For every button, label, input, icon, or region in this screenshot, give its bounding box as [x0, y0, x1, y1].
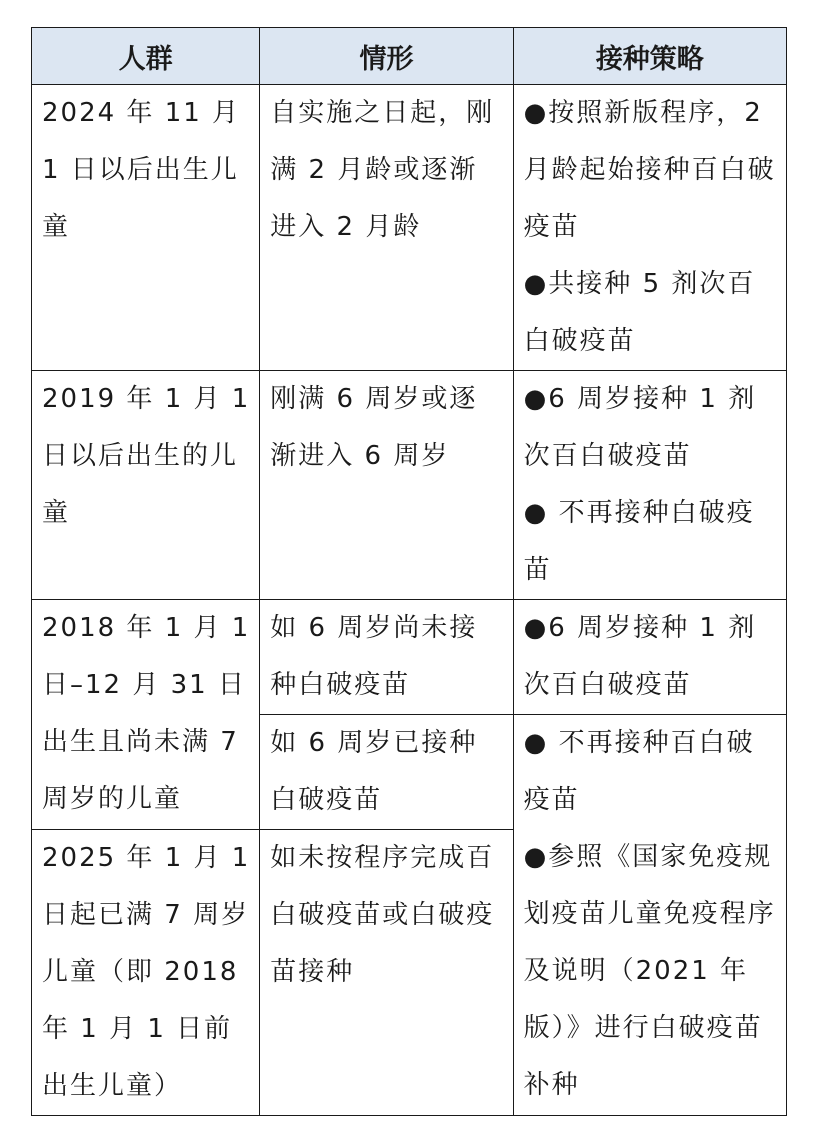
situation-text: 如 6 周岁已接种白破疫苗	[270, 728, 478, 815]
vaccination-strategy-table	[31, 27, 787, 1116]
group-text: 2019 年 1 月 1 日以后出生的儿童	[42, 384, 251, 528]
header-situation: 情形	[260, 28, 513, 85]
strategy-item: ● 不再接种白破疫苗	[523, 498, 755, 585]
group-cell	[32, 830, 260, 1116]
strategy-cell	[513, 371, 786, 600]
situation-cell	[260, 600, 513, 715]
strategy-cell-merged	[513, 715, 786, 1116]
table-row	[32, 371, 787, 600]
header-strategy: 接种策略	[513, 28, 786, 85]
strategy-cell	[513, 600, 786, 715]
group-cell	[32, 85, 260, 371]
group-text: 2018 年 1 月 1 日–12 月 31 日出生且尚未满 7 周岁的儿童	[42, 613, 251, 814]
strategy-item: ● 不再接种百白破疫苗	[523, 728, 755, 815]
situation-text: 刚满 6 周岁或逐渐进入 6 周岁	[270, 384, 478, 471]
strategy-item: ●按照新版程序，2 月龄起始接种百白破疫苗	[523, 98, 776, 242]
strategy-item: ●6 周岁接种 1 剂次百白破疫苗	[523, 613, 757, 700]
table-header-row	[32, 28, 787, 85]
header-group: 人群	[32, 28, 260, 85]
table-row	[32, 85, 787, 371]
strategy-item: ●参照《国家免疫规划疫苗儿童免疫程序及说明（2021 年版）》进行白破疫苗补种	[523, 842, 776, 1100]
situation-cell	[260, 371, 513, 600]
situation-text: 自实施之日起，刚满 2 月龄或逐渐进入 2 月龄	[270, 98, 495, 242]
group-text: 2024 年 11 月 1 日以后出生儿童	[42, 98, 241, 242]
strategy-cell	[513, 85, 786, 371]
group-cell	[32, 371, 260, 600]
situation-cell	[260, 715, 513, 830]
table-row	[32, 600, 787, 715]
situation-cell	[260, 830, 513, 1116]
strategy-item: ●共接种 5 剂次百白破疫苗	[523, 269, 756, 356]
situation-text: 如未按程序完成百白破疫苗或白破疫苗接种	[270, 843, 495, 987]
strategy-item: ●6 周岁接种 1 剂次百白破疫苗	[523, 384, 757, 471]
situation-cell	[260, 85, 513, 371]
group-cell	[32, 600, 260, 830]
group-text: 2025 年 1 月 1 日起已满 7 周岁儿童（即 2018 年 1 月 1 日前出生儿童）	[42, 843, 251, 1101]
situation-text: 如 6 周岁尚未接种白破疫苗	[270, 613, 478, 700]
